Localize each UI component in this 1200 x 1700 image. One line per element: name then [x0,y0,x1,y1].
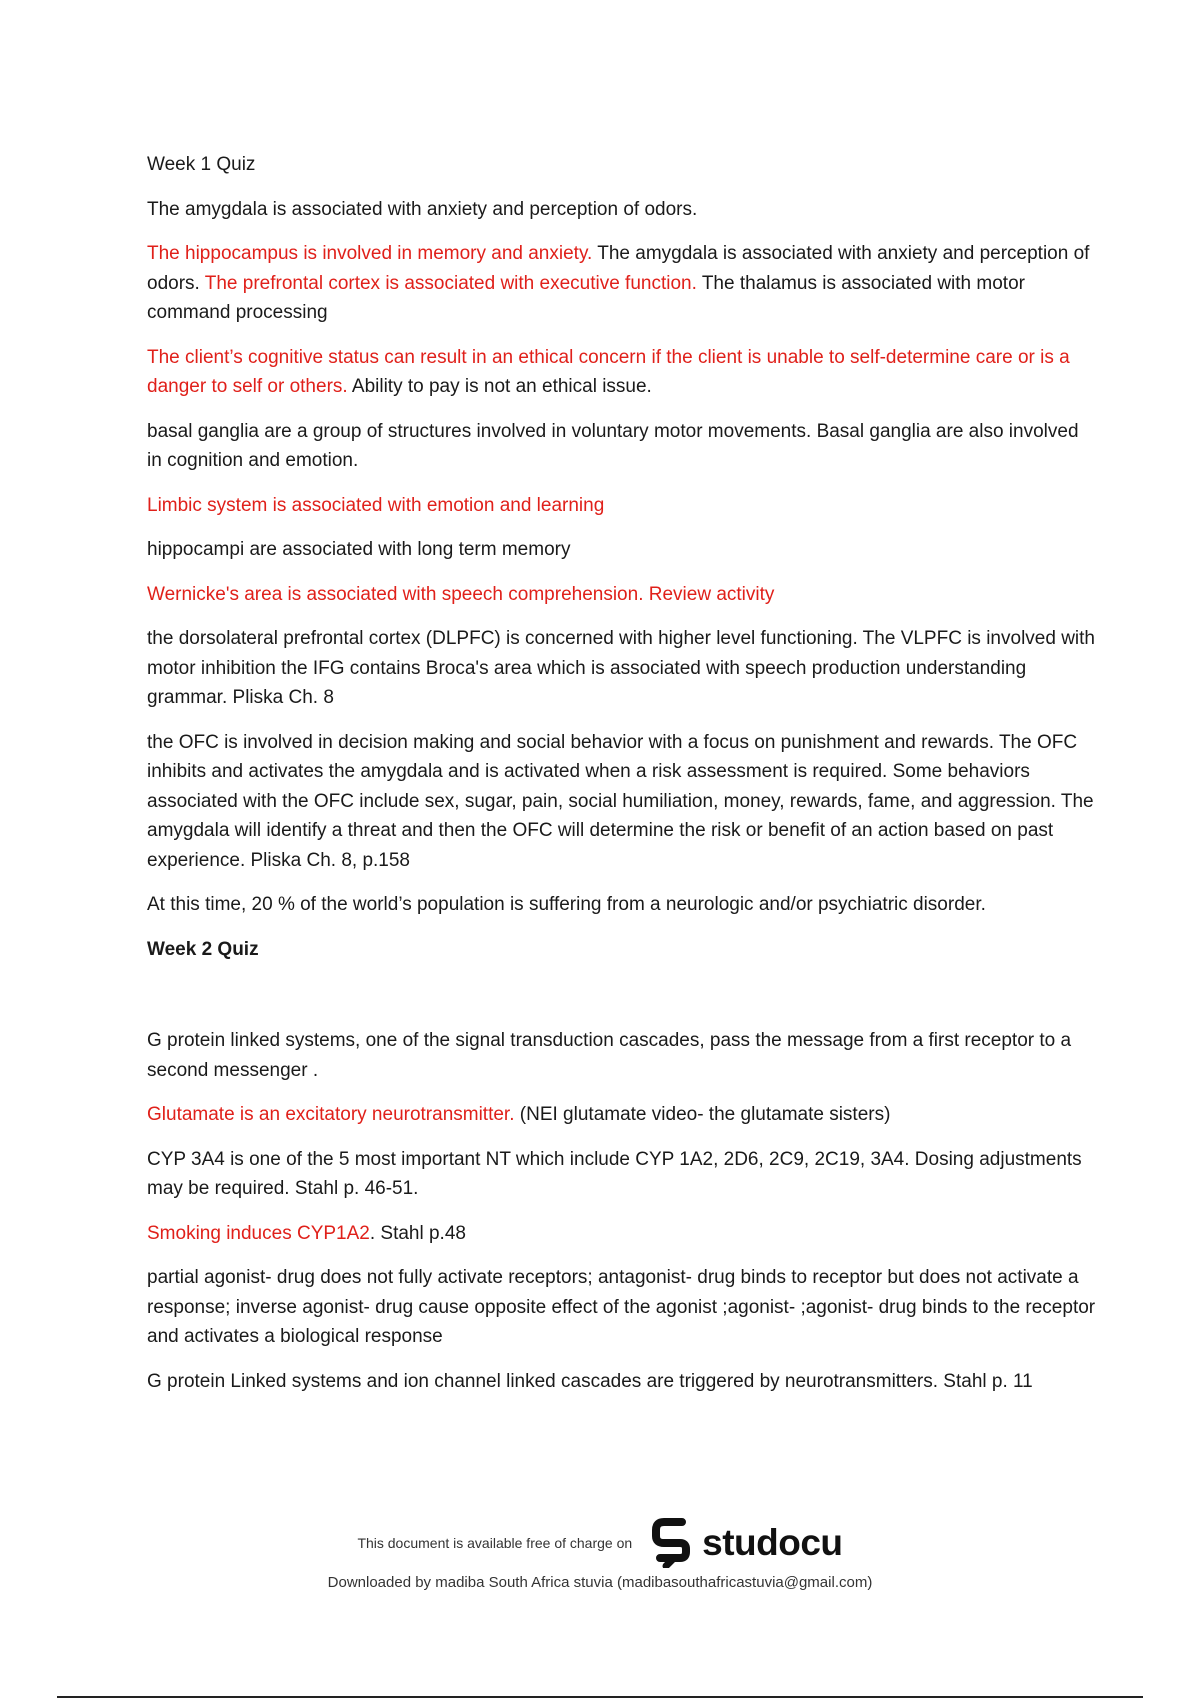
footer-availability [0,1518,1200,1568]
document-body [147,150,1097,1411]
highlight-cognitive-status: The client’s cognitive status can result in an ethical concern if the client is unable to self-determine care or is a danger to self or others. [147,346,1070,397]
paragraph-brain-regions [147,239,1097,328]
paragraph-cascades: G protein Linked systems and ion channel linked cascades are triggered by neurotransmitters. Stahl p. 11 [147,1370,1033,1392]
highlight-glutamate: Glutamate is an excitatory neurotransmitter. [147,1104,515,1125]
text-ability-to-pay: Ability to pay is not an ethical issue. [347,376,652,397]
week1-title: Week 1 Quiz [147,154,256,175]
paragraph-cyp: CYP 3A4 is one of the 5 most important NT which include CYP 1A2, 2D6, 2C9, 2C19, 3A4. Dosing adjustments may be required. Stahl p. 46-51. [147,1148,1082,1199]
paragraph-ofc: the OFC is involved in decision making and social behavior with a focus on punishment and rewards. The OFC inhibits and activates the amygdala and is activated when a risk assessment is required. Some behaviors associated with the OFC include sex, sugar, pain, social humiliation, money, rewards, fame, and aggression. The amygdala will identify a threat and then the OFC will determine the risk or benefit of an action based on past experience. Pliska Ch. 8, p.158 [147,731,1094,871]
paragraph-wernicke: Wernicke's area is associated with speech comprehension. Review activity [147,583,775,605]
available-text: This document is available free of charge on [357,1535,633,1551]
paragraph-population: At this time, 20 % of the world’s population is suffering from a neurologic and/or psychiatric disorder. [147,894,986,915]
page-bottom-divider [57,1696,1143,1698]
text-amygdala: The amygdala is associated with anxiety and perception of odors. [147,243,1090,294]
paragraph-glutamate [147,1100,1097,1130]
paragraph-basal-ganglia: basal ganglia are a group of structures involved in voluntary motor movements. Basal ganglia are also involved in cognition and emotion. [147,420,1079,471]
paragraph-limbic: Limbic system is associated with emotion and learning [147,494,605,516]
paragraph-g-protein: G protein linked systems, one of the signal transduction cascades, pass the message from a first receptor to a second messenger . [147,1030,1072,1081]
paragraph-amygdala: The amygdala is associated with anxiety and perception of odors. [147,198,698,220]
text-nei-video: (NEI glutamate video- the glutamate sisters) [514,1104,891,1125]
highlight-hippocampus: The hippocampus is involved in memory and anxiety. [147,243,593,264]
studocu-footer [0,1518,1200,1591]
downloaded-by-text: Downloaded by madiba South Africa stuvia (madibasouthafricastuvia@gmail.com) [327,1574,873,1591]
studocu-logo-icon [652,1518,696,1568]
paragraph-dlpfc: the dorsolateral prefrontal cortex (DLPFC) is concerned with higher level functioning. The VLPFC is involved with motor inhibition the IFG contains Broca's area which is associated with speech production understanding grammar. Pliska Ch. 8 [147,628,1095,708]
paragraph-ethics [147,343,1097,402]
week2-title: Week 2 Quiz [147,938,259,960]
paragraph-agonists: partial agonist- drug does not fully activate receptors; antagonist- drug binds to receptor but does not activate a response; inverse agonist- drug cause opposite effect of the agonist ;agonist- ;agonist- drug binds to the receptor and activates a biological response [147,1267,1096,1347]
studocu-wordmark: studocu [702,1522,843,1563]
text-thalamus: The thalamus is associated with motor command processing [147,272,1025,323]
paragraph-hippocampi: hippocampi are associated with long term memory [147,539,571,560]
studocu-brand[interactable] [652,1518,842,1568]
spacer [147,979,1097,1026]
highlight-prefrontal: The prefrontal cortex is associated with executive function. [204,272,697,294]
text-stahl-48: . Stahl p.48 [369,1222,466,1244]
highlight-smoking: Smoking induces CYP1A2 [147,1222,370,1244]
paragraph-smoking [147,1219,1097,1249]
